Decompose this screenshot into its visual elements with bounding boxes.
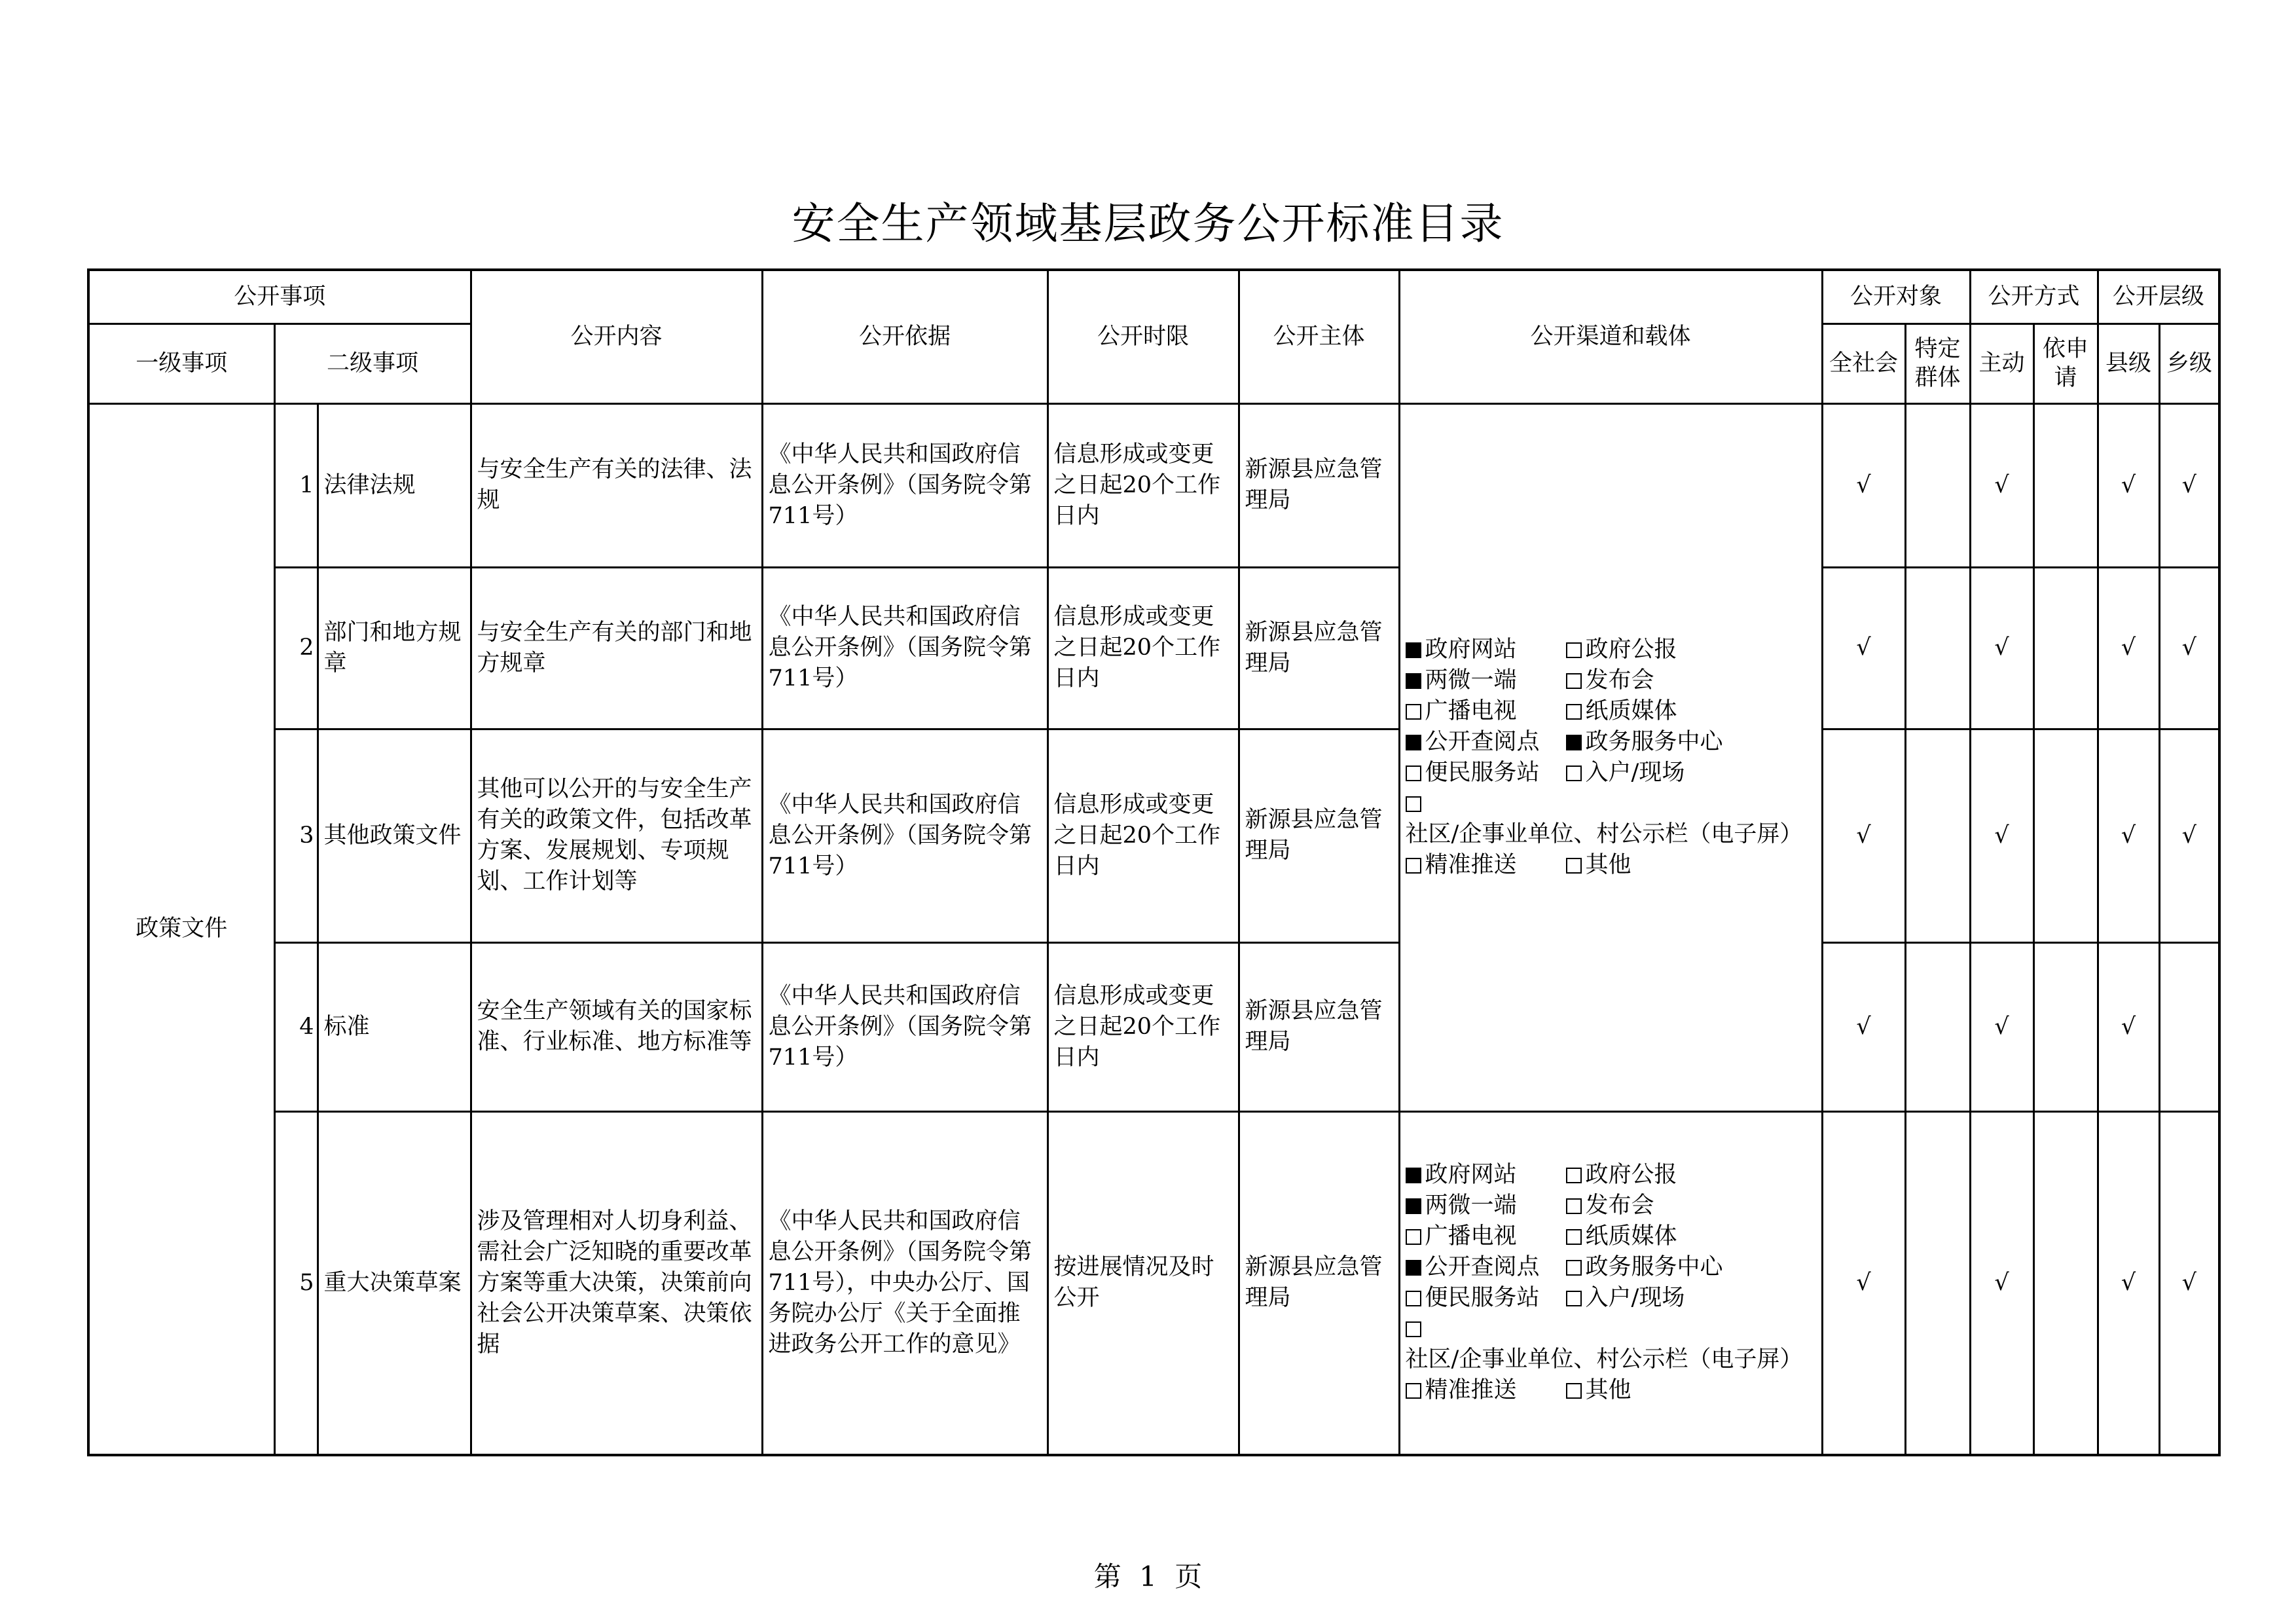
check-town: √ (2159, 729, 2219, 942)
channels-cell (1399, 1111, 1822, 1455)
table-row (88, 942, 2219, 1111)
check-county: √ (2098, 403, 2159, 567)
channel-label: 广播电视 (1425, 697, 1517, 724)
channel-label: 社区/企事业单位、村公示栏（电子屏） (1405, 1346, 1803, 1373)
header-row-1 (88, 270, 2219, 323)
checked-box-icon (1406, 735, 1421, 750)
header-town: 乡级 (2159, 323, 2219, 403)
content-cell: 与安全生产有关的法律、法规 (471, 403, 762, 567)
unchecked-box-icon (1566, 1229, 1582, 1245)
item-name: 标准 (318, 942, 471, 1111)
deadline-cell: 信息形成或变更之日起20个工作日内 (1048, 729, 1239, 942)
subject-cell: 新源县应急管理局 (1239, 1111, 1399, 1455)
content-cell: 其他可以公开的与安全生产有关的政策文件，包括改革方案、发展规划、专项规划、工作计划等 (471, 729, 762, 942)
channel-label: 纸质媒体 (1585, 1223, 1677, 1250)
unchecked-box-icon (1566, 642, 1582, 658)
channel-label: 入户/现场 (1585, 759, 1685, 786)
channel-label: 发布会 (1585, 1192, 1654, 1219)
unchecked-box-icon (1566, 1198, 1582, 1214)
checked-box-icon (1406, 1260, 1421, 1276)
check-on-application (2033, 403, 2098, 567)
check-on-application (2033, 729, 2098, 942)
basis-cell: 《中华人民共和国政府信息公开条例》（国务院令第711号） (762, 729, 1048, 942)
document-title: 安全生产领域基层政务公开标准目录 (792, 198, 1504, 249)
header-county: 县级 (2098, 323, 2159, 403)
unchecked-box-icon (1566, 1168, 1582, 1183)
channel-label: 入户/现场 (1585, 1285, 1685, 1312)
channel-label: 政务服务中心 (1585, 728, 1723, 755)
channel-label: 其他 (1585, 1377, 1631, 1404)
channel-label: 社区/企事业单位、村公示栏（电子屏） (1405, 821, 1803, 847)
check-specific-group (1905, 729, 1970, 942)
unchecked-box-icon (1406, 1291, 1421, 1306)
channel-label: 政府网站 (1425, 636, 1517, 663)
check-specific-group (1905, 403, 1970, 567)
check-all-society: √ (1822, 567, 1905, 729)
channel-label: 两微一端 (1425, 1192, 1517, 1219)
deadline-cell: 按进展情况及时公开 (1048, 1111, 1239, 1455)
table-row (88, 403, 2219, 567)
unchecked-box-icon (1406, 796, 1421, 812)
header-audience: 公开对象 (1822, 270, 1970, 323)
unchecked-box-icon (1566, 1260, 1582, 1276)
header-deadline: 公开时限 (1048, 270, 1239, 403)
header-content: 公开内容 (471, 270, 762, 403)
unchecked-box-icon (1406, 858, 1421, 874)
unchecked-box-icon (1566, 673, 1582, 689)
item-name: 其他政策文件 (318, 729, 471, 942)
header-all-society: 全社会 (1822, 323, 1905, 403)
channel-label: 精准推送 (1425, 1377, 1517, 1404)
check-active: √ (1970, 567, 2033, 729)
check-town: √ (2159, 403, 2219, 567)
deadline-cell: 信息形成或变更之日起20个工作日内 (1048, 567, 1239, 729)
table-row (88, 1111, 2219, 1455)
check-county: √ (2098, 729, 2159, 942)
basis-cell: 《中华人民共和国政府信息公开条例》（国务院令第711号），中央办公厅、国务院办公厅《关于全面推进政务公开工作的意见》 (762, 1111, 1048, 1455)
header-gongkai-shixiang: 公开事项 (88, 270, 471, 323)
unchecked-box-icon (1406, 1229, 1421, 1245)
channel-label: 便民服务站 (1425, 1285, 1540, 1312)
unchecked-box-icon (1406, 704, 1421, 720)
header-channels: 公开渠道和载体 (1399, 270, 1822, 403)
basis-cell: 《中华人民共和国政府信息公开条例》（国务院令第711号） (762, 403, 1048, 567)
check-active: √ (1970, 1111, 2033, 1455)
check-active: √ (1970, 729, 2033, 942)
checked-box-icon (1406, 642, 1421, 658)
check-specific-group (1905, 1111, 1970, 1455)
check-on-application (2033, 567, 2098, 729)
channel-label: 政府公报 (1585, 636, 1677, 663)
table-row (88, 567, 2219, 729)
check-town (2159, 942, 2219, 1111)
check-county: √ (2098, 1111, 2159, 1455)
header-level1: 一级事项 (88, 323, 274, 403)
subject-cell: 新源县应急管理局 (1239, 403, 1399, 567)
header-on-application: 依申请 (2033, 323, 2098, 403)
row-number: 2 (274, 567, 318, 729)
check-active: √ (1970, 403, 2033, 567)
channel-label: 广播电视 (1425, 1223, 1517, 1250)
check-on-application (2033, 942, 2098, 1111)
content-cell: 与安全生产有关的部门和地方规章 (471, 567, 762, 729)
row-number: 3 (274, 729, 318, 942)
checked-box-icon (1566, 735, 1582, 750)
header-level: 公开层级 (2098, 270, 2219, 323)
channel-label: 政府公报 (1585, 1162, 1677, 1189)
basis-cell: 《中华人民共和国政府信息公开条例》（国务院令第711号） (762, 942, 1048, 1111)
header-basis: 公开依据 (762, 270, 1048, 403)
page-number: 第 1 页 (1093, 1560, 1203, 1593)
catalog-table (87, 268, 2221, 1456)
header-method: 公开方式 (1970, 270, 2098, 323)
check-all-society: √ (1822, 942, 1905, 1111)
unchecked-box-icon (1566, 1291, 1582, 1306)
subject-cell: 新源县应急管理局 (1239, 567, 1399, 729)
header-active: 主动 (1970, 323, 2033, 403)
checked-box-icon (1406, 1168, 1421, 1183)
checked-box-icon (1406, 1198, 1421, 1214)
check-county: √ (2098, 942, 2159, 1111)
unchecked-box-icon (1566, 766, 1582, 781)
row-number: 4 (274, 942, 318, 1111)
channel-label: 政府网站 (1425, 1162, 1517, 1189)
item-name: 法律法规 (318, 403, 471, 567)
channel-label: 便民服务站 (1425, 759, 1540, 786)
unchecked-box-icon (1566, 704, 1582, 720)
subject-cell: 新源县应急管理局 (1239, 729, 1399, 942)
check-specific-group (1905, 942, 1970, 1111)
content-cell: 安全生产领域有关的国家标准、行业标准、地方标准等 (471, 942, 762, 1111)
item-name: 部门和地方规章 (318, 567, 471, 729)
channel-label: 政务服务中心 (1585, 1254, 1723, 1281)
basis-cell: 《中华人民共和国政府信息公开条例》（国务院令第711号） (762, 567, 1048, 729)
table-row (88, 729, 2219, 942)
channel-label: 两微一端 (1425, 667, 1517, 693)
subject-cell: 新源县应急管理局 (1239, 942, 1399, 1111)
unchecked-box-icon (1406, 1321, 1421, 1337)
channel-label: 精准推送 (1425, 851, 1517, 878)
channel-label: 发布会 (1585, 667, 1654, 693)
channel-label: 纸质媒体 (1585, 697, 1677, 724)
check-county: √ (2098, 567, 2159, 729)
unchecked-box-icon (1566, 858, 1582, 874)
header-level2: 二级事项 (274, 323, 471, 403)
unchecked-box-icon (1406, 766, 1421, 781)
check-all-society: √ (1822, 1111, 1905, 1455)
channel-label: 公开查阅点 (1425, 728, 1540, 755)
channel-label: 公开查阅点 (1425, 1254, 1540, 1281)
channels-cell (1399, 403, 1822, 1111)
content-cell: 涉及管理相对人切身利益、需社会广泛知晓的重要改革方案等重大决策，决策前向社会公开决策草案、决策依据 (471, 1111, 762, 1455)
unchecked-box-icon (1406, 1383, 1421, 1399)
unchecked-box-icon (1566, 1383, 1582, 1399)
check-all-society: √ (1822, 403, 1905, 567)
deadline-cell: 信息形成或变更之日起20个工作日内 (1048, 403, 1239, 567)
deadline-cell: 信息形成或变更之日起20个工作日内 (1048, 942, 1239, 1111)
check-town: √ (2159, 1111, 2219, 1455)
item-name: 重大决策草案 (318, 1111, 471, 1455)
channel-label: 其他 (1585, 851, 1631, 878)
level1-cell: 政策文件 (88, 403, 274, 1455)
check-specific-group (1905, 567, 1970, 729)
row-number: 1 (274, 403, 318, 567)
check-all-society: √ (1822, 729, 1905, 942)
header-specific-group: 特定群体 (1905, 323, 1970, 403)
check-town: √ (2159, 567, 2219, 729)
row-number: 5 (274, 1111, 318, 1455)
check-on-application (2033, 1111, 2098, 1455)
check-active: √ (1970, 942, 2033, 1111)
header-subject: 公开主体 (1239, 270, 1399, 403)
checked-box-icon (1406, 673, 1421, 689)
